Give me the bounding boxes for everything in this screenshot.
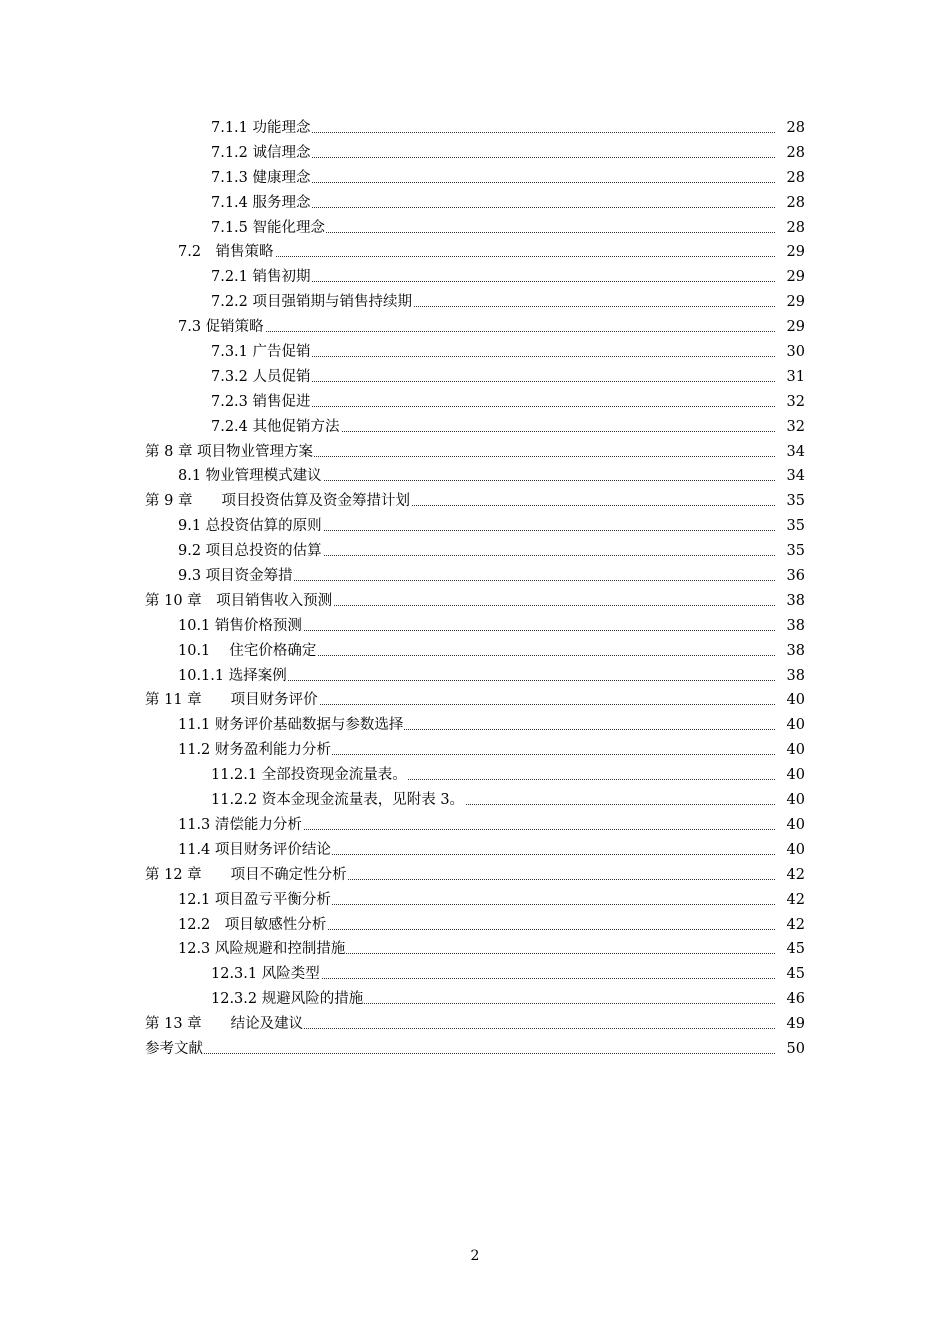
toc-entry-page: 29: [786, 244, 805, 261]
toc-entry[interactable]: [0, 116, 950, 141]
toc-entry-page: 35: [786, 493, 805, 510]
toc-entry-title: 7.3 促销策略: [178, 315, 265, 340]
toc-entry-title: 12.3 风险规避和控制措施: [178, 937, 346, 962]
toc-entry-page: 50: [786, 1040, 805, 1057]
toc-entry-title: 第 9 章 项目投资估算及资金筹措计划: [145, 489, 411, 514]
toc-entry-page: 40: [786, 816, 805, 833]
toc-entry[interactable]: [0, 913, 950, 938]
toc-entry-page: 35: [786, 518, 805, 535]
toc-entry[interactable]: [0, 440, 950, 465]
dot-leader: [178, 331, 775, 332]
page-number: 2: [470, 1248, 480, 1264]
toc-entry[interactable]: [0, 688, 950, 713]
toc-entry-page: 31: [786, 368, 805, 385]
toc-entry-title: 7.3.2 人员促销: [211, 365, 312, 390]
toc-entry-page: 45: [786, 966, 805, 983]
toc-entry-page: 45: [786, 941, 805, 958]
toc-entry-title: 12.1 项目盈亏平衡分析: [178, 888, 332, 913]
toc-entry[interactable]: [0, 788, 950, 813]
toc-entry[interactable]: [0, 365, 950, 390]
toc-entry[interactable]: [0, 141, 950, 166]
toc-entry-page: 34: [786, 468, 805, 485]
toc-entry-page: 42: [786, 866, 805, 883]
toc-entry[interactable]: [0, 639, 950, 664]
toc-entry[interactable]: [0, 464, 950, 489]
toc-entry[interactable]: [0, 166, 950, 191]
toc-entry-title: 11.2.2 资本金现金流量表，见附表 3。: [211, 788, 465, 813]
toc-entry[interactable]: [0, 888, 950, 913]
toc-entry-title: 10.1 住宅价格确定: [178, 639, 317, 664]
toc-entry[interactable]: [0, 589, 950, 614]
toc-entry-page: 29: [786, 319, 805, 336]
toc-entry-title: 第 8 章 项目物业管理方案: [145, 440, 314, 465]
toc-entry[interactable]: [0, 390, 950, 415]
toc-entry-page: 46: [786, 991, 805, 1008]
toc-entry-page: 32: [786, 393, 805, 410]
toc-entry-title: 7.1.4 服务理念: [211, 191, 312, 216]
toc-entry[interactable]: [0, 290, 950, 315]
toc-entry[interactable]: [0, 514, 950, 539]
toc-entry[interactable]: [0, 738, 950, 763]
toc-entry[interactable]: [0, 962, 950, 987]
table-of-contents: [0, 116, 950, 1062]
toc-entry[interactable]: [0, 1037, 950, 1062]
toc-entry-page: 49: [786, 1016, 805, 1033]
toc-entry[interactable]: [0, 539, 950, 564]
toc-entry-page: 38: [786, 617, 805, 634]
toc-entry-title: 7.2.1 销售初期: [211, 265, 312, 290]
toc-entry[interactable]: [0, 987, 950, 1012]
toc-entry-page: 40: [786, 742, 805, 759]
toc-entry-page: 29: [786, 294, 805, 311]
toc-entry-title: 第 12 章 项目不确定性分析: [145, 863, 348, 888]
toc-entry-title: 8.1 物业管理模式建议: [178, 464, 323, 489]
toc-entry[interactable]: [0, 863, 950, 888]
toc-entry[interactable]: [0, 216, 950, 241]
toc-entry[interactable]: [0, 813, 950, 838]
toc-entry[interactable]: [0, 838, 950, 863]
toc-entry-title: 7.2 销售策略: [178, 240, 275, 265]
toc-entry[interactable]: [0, 489, 950, 514]
dot-leader: [145, 1053, 775, 1054]
toc-entry-title: 12.2 项目敏感性分析: [178, 913, 327, 938]
toc-entry[interactable]: [0, 340, 950, 365]
toc-entry-page: 35: [786, 543, 805, 560]
toc-entry-title: 11.2 财务盈利能力分析: [178, 738, 332, 763]
toc-entry-title: 第 11 章 项目财务评价: [145, 688, 319, 713]
toc-entry-title: 9.3 项目资金筹措: [178, 564, 294, 589]
toc-entry-page: 38: [786, 642, 805, 659]
toc-entry-title: 7.3.1 广告促销: [211, 340, 312, 365]
toc-entry-title: 7.2.2 项目强销期与销售持续期: [211, 290, 413, 315]
toc-entry-title: 10.1.1 选择案例: [178, 664, 288, 689]
toc-entry-page: 36: [786, 568, 805, 585]
toc-entry-page: 32: [786, 418, 805, 435]
toc-entry-title: 7.1.5 智能化理念: [211, 216, 326, 241]
toc-entry-title: 10.1 销售价格预测: [178, 614, 303, 639]
toc-entry-page: 40: [786, 767, 805, 784]
toc-entry-title: 7.2.3 销售促进: [211, 390, 312, 415]
toc-entry-title: 7.1.3 健康理念: [211, 166, 312, 191]
toc-entry-page: 38: [786, 592, 805, 609]
toc-entry-title: 7.1.2 诚信理念: [211, 141, 312, 166]
toc-entry-title: 11.1 财务评价基础数据与参数选择: [178, 713, 404, 738]
toc-entry[interactable]: [0, 664, 950, 689]
toc-entry-title: 7.1.1 功能理念: [211, 116, 312, 141]
toc-entry-page: 42: [786, 891, 805, 908]
toc-entry-title: 12.3.1 风险类型: [211, 962, 321, 987]
toc-entry-title: 第 10 章 项目销售收入预测: [145, 589, 333, 614]
toc-entry-title: 7.2.4 其他促销方法: [211, 415, 341, 440]
toc-entry-page: 40: [786, 692, 805, 709]
toc-entry[interactable]: [0, 713, 950, 738]
toc-entry[interactable]: [0, 937, 950, 962]
toc-entry[interactable]: [0, 1012, 950, 1037]
toc-entry-page: 38: [786, 667, 805, 684]
toc-entry[interactable]: [0, 315, 950, 340]
toc-entry-title: 第 13 章 结论及建议: [145, 1012, 304, 1037]
toc-entry-page: 34: [786, 443, 805, 460]
toc-entry-title: 11.2.1 全部投资现金流量表。: [211, 763, 408, 788]
toc-entry-title: 11.3 清偿能力分析: [178, 813, 303, 838]
toc-entry[interactable]: [0, 415, 950, 440]
toc-entry-page: 40: [786, 841, 805, 858]
toc-entry-title: 参考文献: [145, 1037, 204, 1062]
toc-entry[interactable]: [0, 191, 950, 216]
toc-entry-page: 28: [786, 194, 805, 211]
toc-entry-title: 12.3.2 规避风险的措施: [211, 987, 364, 1012]
toc-entry-page: 30: [786, 344, 805, 361]
toc-entry-title: 9.1 总投资估算的原则: [178, 514, 323, 539]
toc-entry[interactable]: [0, 614, 950, 639]
toc-entry-page: 42: [786, 916, 805, 933]
toc-entry[interactable]: [0, 564, 950, 589]
toc-entry[interactable]: [0, 240, 950, 265]
toc-entry-title: 9.2 项目总投资的估算: [178, 539, 323, 564]
toc-entry-page: 40: [786, 792, 805, 809]
toc-entry-page: 28: [786, 120, 805, 136]
toc-entry[interactable]: [0, 763, 950, 788]
toc-entry[interactable]: [0, 265, 950, 290]
toc-entry-page: 28: [786, 144, 805, 161]
toc-entry-page: 28: [786, 169, 805, 186]
toc-entry-page: 29: [786, 269, 805, 286]
toc-entry-page: 40: [786, 717, 805, 734]
toc-entry-title: 11.4 项目财务评价结论: [178, 838, 332, 863]
toc-entry-page: 28: [786, 219, 805, 236]
